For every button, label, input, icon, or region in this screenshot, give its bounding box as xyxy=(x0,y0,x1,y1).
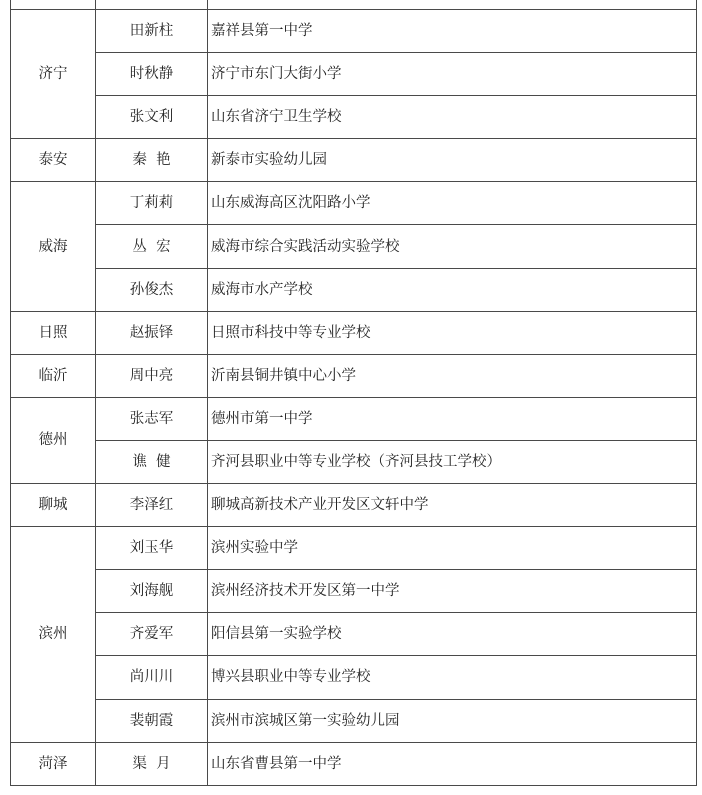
school-cell: 沂南县铜井镇中心小学 xyxy=(208,354,697,397)
table-row xyxy=(11,139,697,182)
school-cell: 山东省济宁卫生学校 xyxy=(208,96,697,139)
school-cell: 威海市水产学校 xyxy=(208,268,697,311)
school-cell: 日照市科技中等专业学校 xyxy=(208,311,697,354)
table-row xyxy=(11,613,697,656)
teacher-name-cell: 李泽红 xyxy=(96,484,208,527)
table-row xyxy=(11,484,697,527)
city-cell: 泰安 xyxy=(11,139,96,182)
award-list-sheet xyxy=(10,0,696,788)
city-cell: 威海 xyxy=(11,182,96,311)
school-cell: 济宁市东门大街小学 xyxy=(208,53,697,96)
city-cell: 济宁 xyxy=(11,10,96,139)
table-row xyxy=(11,397,697,440)
school-cell: 威海市综合实践活动实验学校 xyxy=(208,225,697,268)
teacher-name-cell: 齐爱军 xyxy=(96,613,208,656)
teacher-name-cell: 谯 健 xyxy=(96,440,208,483)
table-row xyxy=(11,699,697,742)
table-row xyxy=(11,10,697,53)
city-cell-partial xyxy=(11,0,96,10)
teacher-name-cell: 张志军 xyxy=(96,397,208,440)
city-cell: 滨州 xyxy=(11,527,96,742)
city-cell: 聊城 xyxy=(11,484,96,527)
city-cell: 菏泽 xyxy=(11,742,96,785)
name-cell-partial xyxy=(96,0,208,10)
school-cell: 山东省曹县第一中学 xyxy=(208,742,697,785)
school-cell: 新泰市实验幼儿园 xyxy=(208,139,697,182)
teacher-name-cell: 周中亮 xyxy=(96,354,208,397)
table-row xyxy=(11,96,697,139)
teacher-name-cell: 尚川川 xyxy=(96,656,208,699)
table-row xyxy=(11,742,697,785)
city-cell: 德州 xyxy=(11,397,96,483)
teacher-name-cell: 刘玉华 xyxy=(96,527,208,570)
teacher-name-cell: 时秋静 xyxy=(96,53,208,96)
school-cell: 阳信县第一实验学校 xyxy=(208,613,697,656)
table-row xyxy=(11,225,697,268)
table-row-partial-top xyxy=(11,0,697,10)
table-row xyxy=(11,53,697,96)
school-cell: 滨州市滨城区第一实验幼儿园 xyxy=(208,699,697,742)
teacher-name-cell: 田新柱 xyxy=(96,10,208,53)
school-cell: 博兴县职业中等专业学校 xyxy=(208,656,697,699)
city-cell: 临沂 xyxy=(11,354,96,397)
teacher-name-cell: 赵振铎 xyxy=(96,311,208,354)
school-cell: 齐河县职业中等专业学校（齐河县技工学校） xyxy=(208,440,697,483)
table-row xyxy=(11,570,697,613)
table-row xyxy=(11,656,697,699)
school-cell: 嘉祥县第一中学 xyxy=(208,10,697,53)
school-cell: 滨州经济技术开发区第一中学 xyxy=(208,570,697,613)
table-row xyxy=(11,268,697,311)
city-cell: 日照 xyxy=(11,311,96,354)
table-row xyxy=(11,527,697,570)
teacher-name-cell: 丁莉莉 xyxy=(96,182,208,225)
table-row xyxy=(11,440,697,483)
teacher-name-cell: 刘海舰 xyxy=(96,570,208,613)
school-cell: 山东威海高区沈阳路小学 xyxy=(208,182,697,225)
teacher-list-table xyxy=(10,0,697,786)
table-body xyxy=(11,0,697,785)
school-cell: 聊城高新技术产业开发区文轩中学 xyxy=(208,484,697,527)
teacher-name-cell: 张文利 xyxy=(96,96,208,139)
table-row xyxy=(11,311,697,354)
school-cell-partial xyxy=(208,0,697,10)
school-cell: 滨州实验中学 xyxy=(208,527,697,570)
table-row xyxy=(11,354,697,397)
teacher-name-cell: 渠 月 xyxy=(96,742,208,785)
teacher-name-cell: 裴朝霞 xyxy=(96,699,208,742)
teacher-name-cell: 丛 宏 xyxy=(96,225,208,268)
school-cell: 德州市第一中学 xyxy=(208,397,697,440)
teacher-name-cell: 秦 艳 xyxy=(96,139,208,182)
table-row xyxy=(11,182,697,225)
teacher-name-cell: 孙俊杰 xyxy=(96,268,208,311)
